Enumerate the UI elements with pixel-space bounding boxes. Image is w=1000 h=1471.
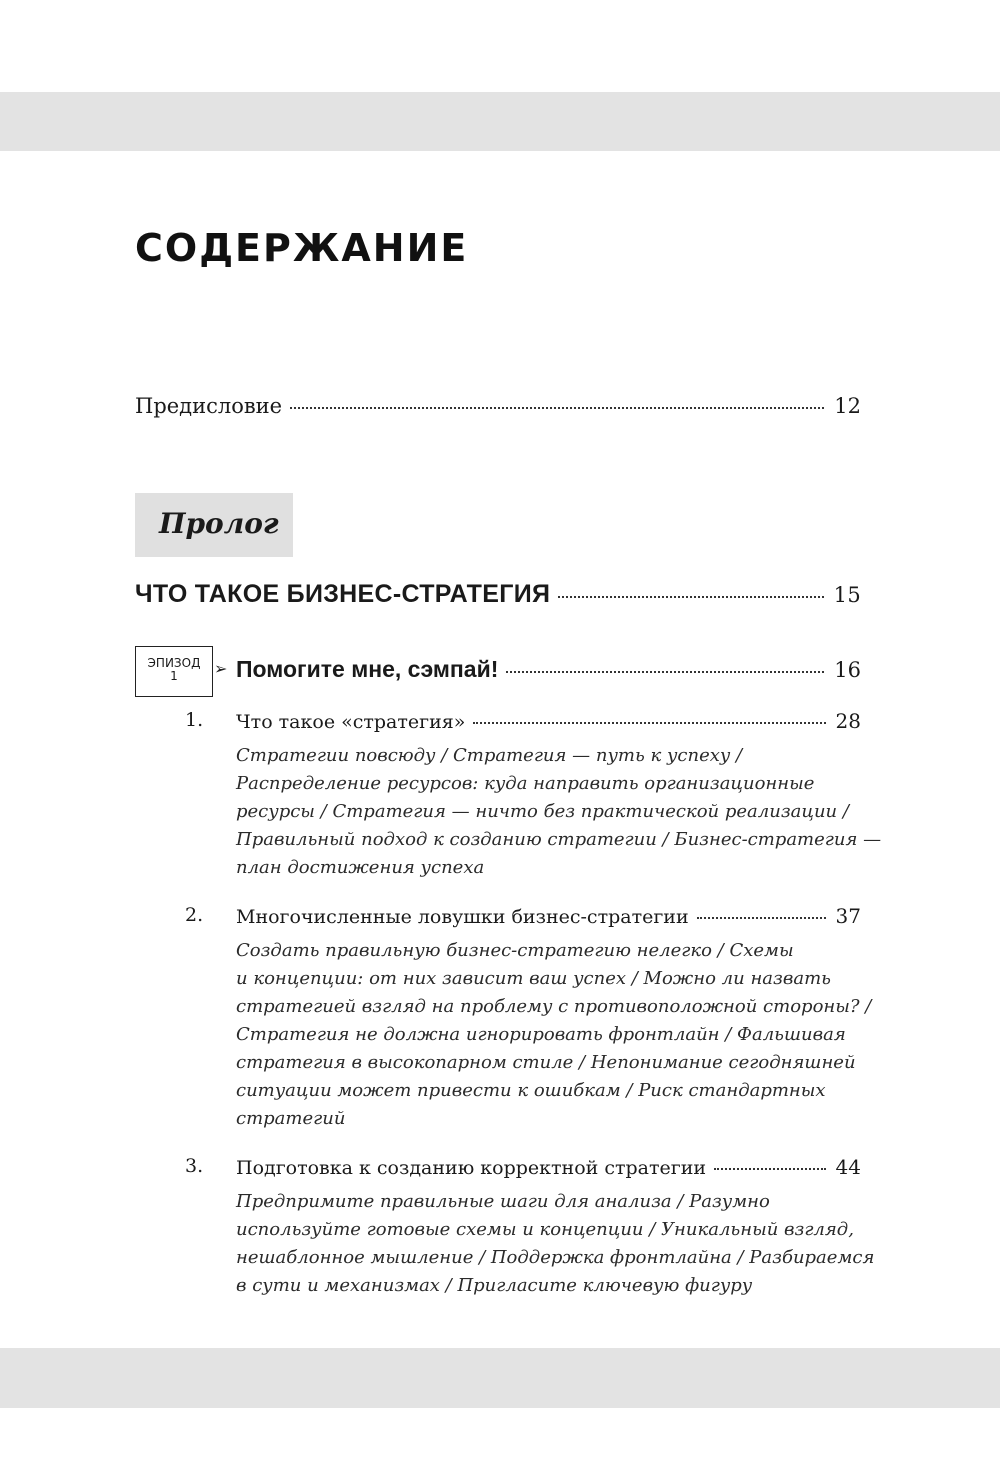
episode-badge: [135, 646, 213, 697]
toc-entry-label: Многочисленные ловушки бизнес-стратегии: [236, 906, 689, 928]
chapter-topics: [236, 742, 882, 882]
arrow-right-icon: ➢: [214, 659, 228, 678]
toc-entry-chapter[interactable]: [236, 1155, 861, 1179]
chapter-number: 1.: [185, 709, 204, 731]
toc-entry-chapter[interactable]: [236, 904, 861, 928]
toc-page-number: 12: [834, 394, 861, 418]
chapter-number: 2.: [185, 904, 204, 926]
toc-entry-label: Подготовка к созданию корректной стратегии: [236, 1157, 707, 1179]
prologue-section-box: [135, 493, 293, 557]
toc-entry-chapter[interactable]: [236, 709, 861, 733]
toc-entry-label: ЧТО ТАКОЕ БИЗНЕС-СТРАТЕГИЯ: [135, 580, 551, 608]
topic-line: Предпримите правильные шаги для анализа / Разумно: [236, 1191, 770, 1212]
dot-leader: [697, 917, 826, 919]
topic-line: стратегия в высокопарном стиле / Непонимание сегодняшней: [236, 1052, 856, 1073]
page-title: СОДЕРЖАНИЕ: [135, 226, 469, 270]
topic-line: Создать правильную бизнес-стратегию нелегко / Схемы: [236, 940, 794, 961]
toc-page-number: 28: [835, 709, 861, 733]
topic-line: используйте готовые схемы и концепции / Уникальный взгляд,: [236, 1219, 854, 1240]
episode-badge-word: ЭПИЗОД: [147, 656, 201, 670]
topic-line: стратегий: [236, 1108, 346, 1129]
toc-page-number: 16: [834, 658, 861, 682]
top-gray-band: [0, 92, 1000, 151]
dot-leader: [558, 596, 823, 598]
toc-page-number: 15: [833, 583, 861, 607]
chapter-topics: [236, 937, 872, 1133]
topic-line: Правильный подход к созданию стратегии / Бизнес-стратегия —: [236, 829, 882, 850]
dot-leader: [473, 722, 825, 724]
chapter-number: 3.: [185, 1155, 204, 1177]
chapter-topics: [236, 1188, 875, 1300]
episode-badge-number: 1: [170, 669, 178, 683]
topic-line: стратегией взгляд на проблему с противоположной стороны? /: [236, 996, 872, 1017]
toc-entry-label: Предисловие: [135, 394, 283, 418]
topic-line: Стратегия не должна игнорировать фронтлайн / Фальшивая: [236, 1024, 846, 1045]
prologue-label: Пролог: [159, 507, 279, 540]
dot-leader: [714, 1168, 826, 1170]
topic-line: в сути и механизмах / Пригласите ключевую фигуру: [236, 1275, 753, 1296]
toc-page-number: 44: [835, 1155, 861, 1179]
toc-entry-part-title[interactable]: [135, 580, 861, 609]
toc-entry-preface[interactable]: [135, 394, 861, 418]
toc-page-number: 37: [835, 904, 861, 928]
topic-line: Распределение ресурсов: куда направить организационные: [236, 773, 815, 794]
dot-leader: [506, 671, 824, 673]
topic-line: нешаблонное мышление / Поддержка фронтлайна / Разбираемся: [236, 1247, 875, 1268]
dot-leader: [290, 407, 824, 409]
toc-entry-label: Что такое «стратегия»: [236, 711, 466, 733]
bottom-gray-band: [0, 1348, 1000, 1408]
toc-entry-label: Помогите мне, сэмпай!: [236, 656, 499, 682]
topic-line: Стратегии повсюду / Стратегия — путь к успеху /: [236, 745, 743, 766]
topic-line: ситуации может привести к ошибкам / Риск стандартных: [236, 1080, 826, 1101]
topic-line: план достижения успеха: [236, 857, 485, 878]
toc-entry-episode[interactable]: [236, 656, 861, 683]
topic-line: и концепции: от них зависит ваш успех / Можно ли назвать: [236, 968, 831, 989]
topic-line: ресурсы / Стратегия — ничто без практической реализации /: [236, 801, 849, 822]
